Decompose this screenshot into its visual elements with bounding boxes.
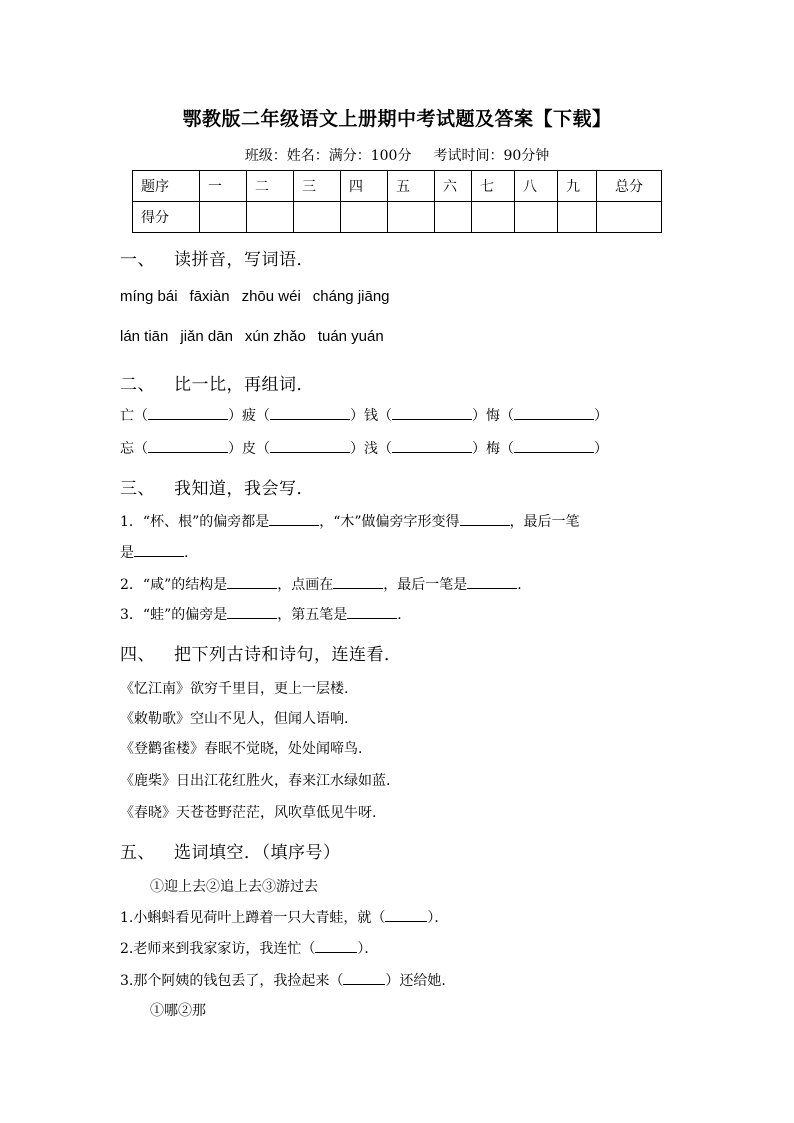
pinyin-word: tuán yuán xyxy=(317,328,384,345)
write-question-1-cont xyxy=(120,542,188,562)
char: 亡 xyxy=(120,408,134,424)
score-header-cell: 一 xyxy=(200,171,247,202)
paren: ） xyxy=(594,408,608,424)
page-title: 鄂教版二年级语文上册期中考试题及答案【下载】 xyxy=(182,108,612,130)
score-header-cell: 四 xyxy=(341,171,388,202)
section-number: 三、 xyxy=(120,479,155,499)
answer-blank[interactable] xyxy=(514,405,594,420)
paren: ） xyxy=(350,408,364,424)
write-question-2 xyxy=(120,574,522,594)
question-text: 3．“蛙”的偏旁是 xyxy=(120,607,228,623)
poem-line: 《登鹳雀楼》春眠不觉晓，处处闻啼鸟. xyxy=(120,741,363,757)
question-text: ）还给她. xyxy=(385,973,446,989)
section-title: 选词填空．（填序号） xyxy=(174,843,341,863)
answer-blank[interactable] xyxy=(385,907,427,922)
char: 梅 xyxy=(486,441,500,457)
score-cell[interactable] xyxy=(341,202,388,233)
score-header-cell: 六 xyxy=(435,171,472,202)
answer-blank[interactable] xyxy=(514,438,594,453)
score-cell[interactable] xyxy=(294,202,341,233)
pinyin-word: cháng jiāng xyxy=(312,288,390,305)
question-text: ，“木”做偏旁字形变得 xyxy=(319,514,460,530)
score-header-cell: 三 xyxy=(294,171,341,202)
score-cell[interactable] xyxy=(558,202,597,233)
answer-blank[interactable] xyxy=(269,511,319,526)
score-table xyxy=(132,170,662,233)
question-text: 2．“咸”的结构是 xyxy=(120,577,228,593)
poem-line: 《敕勒歌》空山不见人，但闻人语响. xyxy=(120,711,349,727)
question-text: ，最后一笔是 xyxy=(383,577,468,593)
pinyin-word: fāxiàn xyxy=(189,288,230,305)
pinyin-row-1 xyxy=(120,288,402,305)
score-cell[interactable] xyxy=(515,202,558,233)
options-list-1: ①迎上去②追上去③游过去 xyxy=(150,879,318,895)
answer-blank[interactable] xyxy=(315,938,357,953)
section-title: 我知道，我会写． xyxy=(174,479,314,499)
score-cell[interactable] xyxy=(435,202,472,233)
answer-blank[interactable] xyxy=(460,511,510,526)
score-cell[interactable] xyxy=(247,202,294,233)
options-list-2: ①哪②那 xyxy=(150,1003,206,1019)
class-name-score-label: 班级：姓名：满分：100分 xyxy=(244,148,412,164)
poem-line: 《忆江南》欲穷千里目，更上一层楼. xyxy=(120,681,349,697)
score-header-cell: 二 xyxy=(247,171,294,202)
paren: ） xyxy=(472,441,486,457)
section-title: 把下列古诗和诗句，连连看． xyxy=(174,645,402,665)
question-text: . xyxy=(397,607,402,623)
answer-blank[interactable] xyxy=(343,970,385,985)
answer-blank[interactable] xyxy=(333,574,383,589)
answer-blank[interactable] xyxy=(270,438,350,453)
section-number: 一、 xyxy=(120,250,155,270)
score-header-cell: 九 xyxy=(558,171,597,202)
pinyin-word: míng bái xyxy=(120,288,178,305)
paren: （ xyxy=(500,408,514,424)
pinyin-row-2 xyxy=(120,328,396,345)
answer-blank[interactable] xyxy=(392,438,472,453)
answer-blank[interactable] xyxy=(467,574,517,589)
exam-time-label: 考试时间：90分钟 xyxy=(433,148,550,164)
section-number: 五、 xyxy=(120,843,155,863)
pinyin-word: lán tiān xyxy=(120,328,169,345)
score-cell[interactable] xyxy=(388,202,435,233)
pinyin-word: xún zhǎo xyxy=(244,328,306,345)
score-header-cell: 题序 xyxy=(133,171,200,202)
question-text: ）． xyxy=(427,910,449,926)
question-text: . xyxy=(517,577,522,593)
score-header-cell: 五 xyxy=(388,171,435,202)
answer-blank[interactable] xyxy=(148,405,228,420)
score-header-cell: 总分 xyxy=(597,171,662,202)
answer-blank[interactable] xyxy=(227,604,277,619)
exam-info xyxy=(0,145,794,165)
section-title: 比一比，再组词． xyxy=(174,375,314,395)
score-row-label: 得分 xyxy=(133,202,200,233)
answer-blank[interactable] xyxy=(347,604,397,619)
paren: （ xyxy=(134,441,148,457)
section-number: 四、 xyxy=(120,645,155,665)
section-5-heading xyxy=(120,838,341,863)
section-1-heading xyxy=(120,245,314,270)
paren: （ xyxy=(256,408,270,424)
paren: ） xyxy=(228,408,242,424)
paren: （ xyxy=(256,441,270,457)
paren: （ xyxy=(134,408,148,424)
char: 浅 xyxy=(364,441,378,457)
paren: ） xyxy=(350,441,364,457)
answer-blank[interactable] xyxy=(270,405,350,420)
paren: ） xyxy=(472,408,486,424)
paren: ） xyxy=(594,441,608,457)
poem-line: 《春晓》天苍苍野茫茫，风吹草低见牛呀. xyxy=(120,805,377,821)
paren: （ xyxy=(500,441,514,457)
poem-line: 《鹿柴》日出江花红胜火，春来江水绿如蓝. xyxy=(120,773,391,789)
char: 疲 xyxy=(242,408,256,424)
answer-blank[interactable] xyxy=(134,542,184,557)
write-question-3 xyxy=(120,604,402,624)
question-text: 3.那个阿姨的钱包丢了，我捡起来（ xyxy=(120,973,344,989)
question-text: 1.小蝌蚪看见荷叶上蹲着一只大青蛙，就（ xyxy=(120,910,386,926)
fill-question-3 xyxy=(120,970,446,990)
pinyin-word: zhōu wéi xyxy=(241,288,301,305)
question-text: ）． xyxy=(357,941,379,957)
section-3-heading xyxy=(120,474,314,499)
question-text: ，最后一笔 xyxy=(509,514,580,530)
fill-question-2 xyxy=(120,938,378,958)
section-2-heading xyxy=(120,370,314,395)
score-cell[interactable] xyxy=(472,202,515,233)
section-title: 读拼音，写词语． xyxy=(174,250,314,270)
score-header-cell: 七 xyxy=(472,171,515,202)
char: 皮 xyxy=(242,441,256,457)
char: 钱 xyxy=(364,408,378,424)
question-text: 2.老师来到我家家访，我连忙（ xyxy=(120,941,316,957)
answer-blank[interactable] xyxy=(148,438,228,453)
question-text: 是 xyxy=(120,545,134,561)
char: 忘 xyxy=(120,441,134,457)
question-text: 1．“杯、根”的偏旁都是 xyxy=(120,514,270,530)
score-table-header-row xyxy=(133,171,662,202)
answer-blank[interactable] xyxy=(227,574,277,589)
paren: ） xyxy=(228,441,242,457)
write-question-1 xyxy=(120,511,580,531)
section-number: 二、 xyxy=(120,375,155,395)
char: 悔 xyxy=(486,408,500,424)
score-cell[interactable] xyxy=(200,202,247,233)
compare-row-2 xyxy=(120,438,608,458)
section-4-heading xyxy=(120,640,402,665)
score-table-score-row xyxy=(133,202,662,233)
question-text: ，第五笔是 xyxy=(277,607,348,623)
fill-question-1 xyxy=(120,907,448,927)
paren: （ xyxy=(378,408,392,424)
score-header-cell: 八 xyxy=(515,171,558,202)
question-text: . xyxy=(184,545,189,561)
answer-blank[interactable] xyxy=(392,405,472,420)
question-text: ，点画在 xyxy=(277,577,334,593)
compare-row-1 xyxy=(120,405,608,425)
paren: （ xyxy=(378,441,392,457)
pinyin-word: jiǎn dān xyxy=(180,328,233,345)
score-cell[interactable] xyxy=(597,202,662,233)
